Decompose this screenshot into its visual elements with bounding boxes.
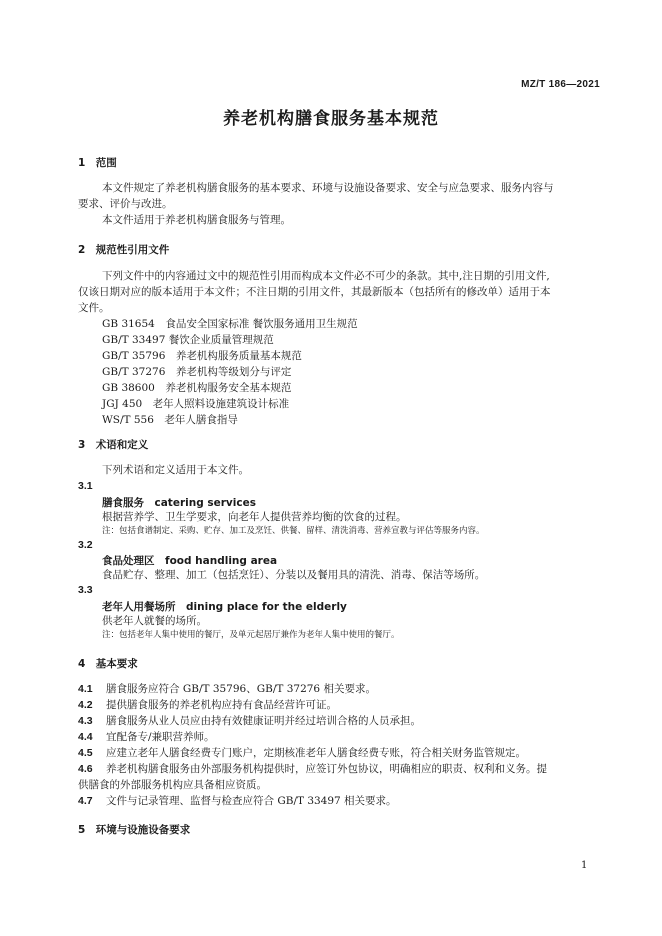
reference-item: GB/T 33497 餐饮企业质量管理规范 — [102, 334, 274, 346]
section-5-heading: 5 环境与设施设备要求 — [78, 824, 191, 836]
section-1-para-2: 本文件适用于养老机构膳食服务与管理。 — [102, 214, 291, 226]
term-title: 老年人用餐场所 dining place for the elderly — [102, 601, 347, 613]
term-number: 3.3 — [78, 584, 93, 596]
requirement-number: 4.3 — [78, 715, 93, 727]
term-number: 3.1 — [78, 480, 93, 492]
section-1-heading: 1 范围 — [78, 157, 117, 169]
section-1-para-1-line-1: 本文件规定了养老机构膳食服务的基本要求、环境与设施设备要求、安全与应急要求、服务内容与 — [102, 182, 554, 194]
requirement-number: 4.6 — [78, 763, 93, 775]
document-title: 养老机构膳食服务基本规范 — [223, 109, 439, 129]
term-definition: 根据营养学、卫生学要求，向老年人提供营养均衡的饮食的过程。 — [102, 511, 407, 523]
reference-item: WS/T 556 老年人膳食指导 — [102, 414, 238, 426]
section-1-para-1-line-2: 要求、评价与改进。 — [78, 198, 173, 210]
reference-item: GB/T 35796 养老机构服务质量基本规范 — [102, 350, 302, 362]
term-note: 注：包括老年人集中使用的餐厅，及单元起居厅兼作为老年人集中使用的餐厅。 — [102, 630, 400, 640]
requirement-text: 应建立老年人膳食经费专门账户，定期核准老年人膳食经费专账，符合相关财务监管规定。 — [106, 747, 526, 759]
requirement-text: 宜配备专/兼职营养师。 — [106, 731, 215, 743]
reference-item: GB 31654 食品安全国家标准 餐饮服务通用卫生规范 — [102, 318, 358, 330]
section-2-para-line-1: 下列文件中的内容通过文中的规范性引用而构成本文件必不可少的条款。其中,注日期的引用文件, — [102, 270, 550, 282]
term-note: 注：包括食谱制定、采购、贮存、加工及烹饪、供餐、留样、清洗消毒、营养宣教与评估等服务内容。 — [102, 526, 485, 536]
requirement-text: 膳食服务应符合 GB/T 35796、GB/T 37276 相关要求。 — [106, 683, 376, 695]
requirement-number: 4.7 — [78, 795, 93, 807]
term-number: 3.2 — [78, 539, 93, 551]
section-3-intro: 下列术语和定义适用于本文件。 — [102, 464, 249, 476]
requirement-text: 文件与记录管理、监督与检查应符合 GB/T 33497 相关要求。 — [106, 795, 397, 807]
requirement-text: 养老机构膳食服务由外部服务机构提供时，应签订外包协议，明确相应的职责、权利和义务。提 — [106, 763, 547, 775]
requirement-text-continued: 供膳食的外部服务机构应具备相应资质。 — [78, 779, 267, 791]
reference-item: JGJ 450 老年人照料设施建筑设计标准 — [102, 398, 290, 410]
section-2-heading: 2 规范性引用文件 — [78, 244, 170, 256]
term-title: 食品处理区 food handling area — [102, 555, 278, 567]
requirement-text: 提供膳食服务的养老机构应持有食品经营许可证。 — [106, 699, 337, 711]
requirement-number: 4.4 — [78, 731, 93, 743]
section-2-para-line-2: 仅该日期对应的版本适用于本文件；不注日期的引用文件，其最新版本（包括所有的修改单）适用于本 — [78, 286, 551, 298]
requirement-number: 4.1 — [78, 683, 93, 695]
reference-item: GB 38600 养老机构服务安全基本规范 — [102, 382, 292, 394]
section-4-heading: 4 基本要求 — [78, 658, 138, 670]
term-definition: 供老年人就餐的场所。 — [102, 615, 207, 627]
term-definition: 食品贮存、整理、加工（包括烹饪）、分装以及餐用具的清洗、消毒、保洁等场所。 — [102, 569, 486, 581]
term-title: 膳食服务 catering services — [102, 497, 256, 509]
section-2-para-line-3: 文件。 — [78, 302, 110, 314]
section-3-heading: 3 术语和定义 — [78, 439, 149, 451]
requirement-text: 膳食服务从业人员应由持有效健康证明并经过培训合格的人员承担。 — [106, 715, 421, 727]
standard-number: MZ/T 186—2021 — [521, 79, 600, 90]
requirement-number: 4.2 — [78, 699, 93, 711]
page-number: 1 — [581, 860, 588, 871]
requirement-number: 4.5 — [78, 747, 93, 759]
reference-item: GB/T 37276 养老机构等级划分与评定 — [102, 366, 292, 378]
